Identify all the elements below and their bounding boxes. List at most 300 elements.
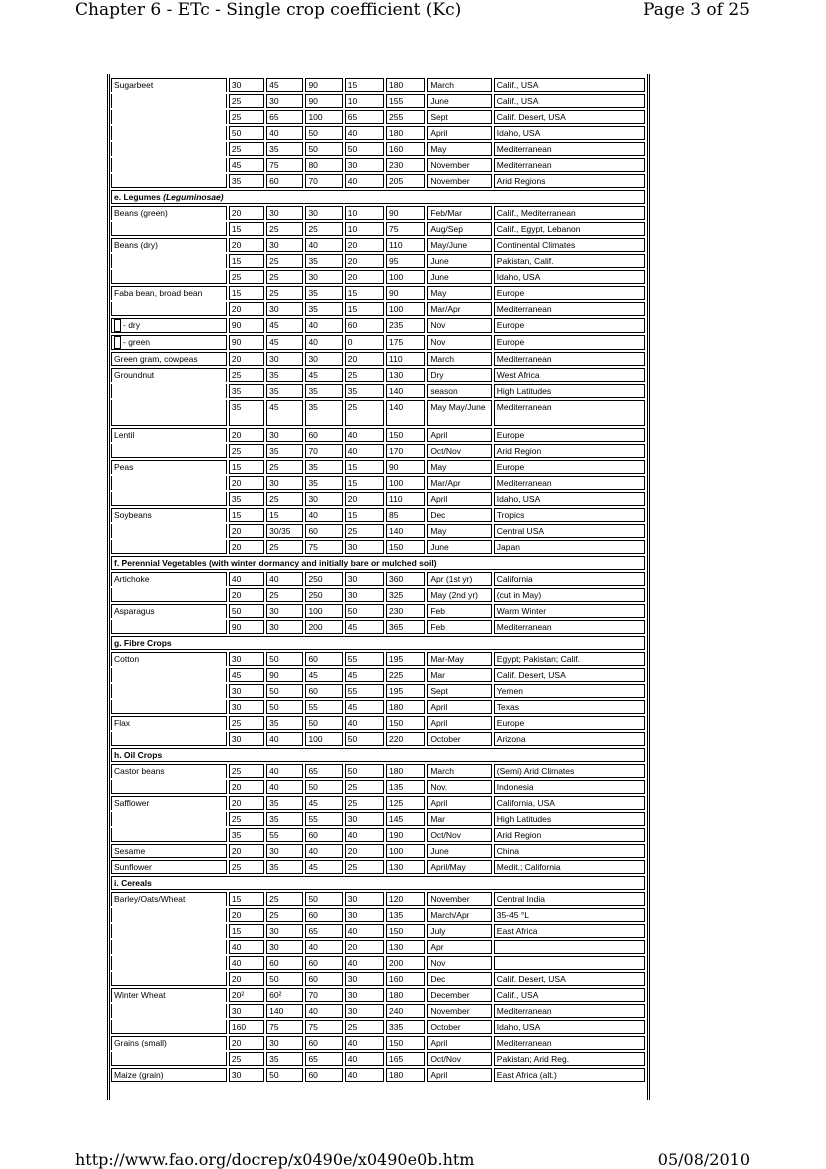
stage-late-cell bbox=[345, 444, 384, 458]
stage-late-cell bbox=[345, 238, 384, 252]
table-row bbox=[111, 1068, 645, 1082]
plant-date-cell bbox=[427, 812, 491, 826]
cell-value: 60 bbox=[308, 1070, 318, 1080]
table-row bbox=[111, 368, 645, 382]
stage-late-cell bbox=[345, 384, 384, 398]
stage-init-cell bbox=[229, 142, 264, 156]
stage-late-cell bbox=[345, 508, 384, 522]
plant-date-cell bbox=[427, 126, 491, 140]
section-heading bbox=[111, 876, 645, 890]
crop-name-cell bbox=[111, 94, 227, 108]
cell-value: 140 bbox=[389, 526, 404, 536]
cell-value: November bbox=[430, 894, 470, 904]
cell-value: 20 bbox=[231, 354, 242, 364]
cell-value: 35 bbox=[308, 256, 318, 266]
cell-value: 35 bbox=[269, 446, 279, 456]
cell-value: 20 bbox=[231, 974, 242, 984]
cell-value: 20 bbox=[347, 240, 358, 250]
stage-late-cell bbox=[345, 604, 384, 618]
crop-name-cell bbox=[111, 972, 227, 986]
plant-date-cell bbox=[427, 668, 491, 682]
cell-value: March/Apr bbox=[430, 910, 470, 920]
section-heading-text: h. Oil Crops bbox=[114, 750, 163, 760]
cell-value: 40 bbox=[308, 320, 318, 330]
cell-value: April bbox=[430, 1038, 448, 1048]
cell-value: 20 bbox=[231, 1038, 242, 1048]
cell-value: 45 bbox=[269, 402, 279, 412]
cell-value: 50 bbox=[347, 606, 358, 616]
plant-date-cell bbox=[427, 1068, 491, 1082]
stage-init-cell bbox=[229, 302, 264, 316]
cell-value: 30 bbox=[269, 942, 279, 952]
stage-mid-cell bbox=[305, 476, 342, 490]
total-days-cell bbox=[386, 860, 425, 874]
cell-value: 120 bbox=[389, 894, 404, 904]
cell-value: 75 bbox=[269, 1022, 279, 1032]
crop-name: Sugarbeet bbox=[114, 80, 154, 90]
total-days-cell bbox=[386, 620, 425, 634]
cell-value: 15 bbox=[231, 510, 242, 520]
table-row bbox=[111, 1004, 645, 1018]
plant-date-cell bbox=[494, 908, 645, 922]
cell-value: 50 bbox=[231, 606, 242, 616]
plant-date-cell bbox=[427, 908, 491, 922]
stage-dev-cell bbox=[266, 302, 303, 316]
plant-date-cell bbox=[427, 700, 491, 714]
table-row bbox=[111, 126, 645, 140]
crop-name: Sesame bbox=[114, 846, 146, 856]
cell-value: 150 bbox=[389, 1038, 404, 1048]
stage-dev-cell bbox=[266, 142, 303, 156]
plant-date-cell bbox=[427, 286, 491, 300]
stage-late-cell bbox=[345, 110, 384, 124]
crop-name-cell bbox=[111, 318, 227, 333]
total-days-cell bbox=[386, 700, 425, 714]
crop-name-cell bbox=[111, 540, 227, 554]
cell-value: 240 bbox=[389, 1006, 404, 1016]
stage-mid-cell bbox=[305, 988, 342, 1002]
stage-init-cell bbox=[229, 318, 264, 333]
cell-value: 25 bbox=[269, 542, 279, 552]
cell-value: April bbox=[430, 798, 448, 808]
stage-dev-cell bbox=[266, 828, 303, 842]
cell-value: 70 bbox=[308, 176, 318, 186]
cell-value: 30 bbox=[347, 542, 358, 552]
cell-value: Mediterranean bbox=[496, 354, 552, 364]
stage-dev-cell bbox=[266, 604, 303, 618]
cell-value: (cut in May) bbox=[496, 590, 542, 600]
cell-value: May/June bbox=[430, 240, 468, 250]
total-days-cell bbox=[386, 924, 425, 938]
plant-date-cell bbox=[494, 444, 645, 458]
crop-name: Soybeans bbox=[114, 510, 152, 520]
page-number: Page 3 of 25 bbox=[643, 0, 750, 20]
crop-name-cell bbox=[111, 604, 227, 618]
cell-value: 40 bbox=[231, 942, 242, 952]
cell-value: Europe bbox=[496, 462, 525, 472]
total-days-cell bbox=[386, 94, 425, 108]
stage-late-cell bbox=[345, 620, 384, 634]
cell-value: 145 bbox=[389, 814, 404, 824]
crop-table bbox=[109, 76, 647, 1084]
stage-late-cell bbox=[345, 572, 384, 586]
crop-name-cell bbox=[111, 780, 227, 794]
cell-value: 60 bbox=[308, 910, 318, 920]
cell-value: 65 bbox=[308, 926, 318, 936]
cell-value: 20 bbox=[347, 494, 358, 504]
cell-value: 50 bbox=[269, 686, 279, 696]
cell-value: 40 bbox=[347, 1054, 358, 1064]
cell-value: 40 bbox=[347, 176, 358, 186]
cell-value: 25 bbox=[231, 766, 242, 776]
table-row bbox=[111, 508, 645, 522]
cell-value: 30 bbox=[347, 990, 358, 1000]
total-days-cell bbox=[386, 796, 425, 810]
cell-value: 150 bbox=[389, 542, 404, 552]
cell-value: Calif. Desert, USA bbox=[496, 112, 566, 122]
cell-value: 25 bbox=[347, 526, 358, 536]
cell-value: Indonesia bbox=[496, 782, 534, 792]
plant-date-cell bbox=[427, 940, 491, 954]
plant-date-cell bbox=[494, 352, 645, 366]
table-row bbox=[111, 400, 645, 426]
stage-dev-cell bbox=[266, 428, 303, 442]
stage-late-cell bbox=[345, 335, 384, 350]
cell-value: 35 bbox=[308, 478, 318, 488]
cell-value: Mar/Apr bbox=[430, 478, 461, 488]
plant-date-cell bbox=[494, 1004, 645, 1018]
cell-value: 15 bbox=[231, 894, 242, 904]
cell-value: 20 bbox=[231, 846, 242, 856]
stage-init-cell bbox=[229, 286, 264, 300]
stage-init-cell bbox=[229, 620, 264, 634]
total-days-cell bbox=[386, 368, 425, 382]
stage-init-cell bbox=[229, 972, 264, 986]
cell-value: 25 bbox=[269, 272, 279, 282]
cell-value: 30 bbox=[231, 686, 242, 696]
crop-name: Grains (small) bbox=[114, 1038, 167, 1048]
cell-value: 100 bbox=[389, 304, 404, 314]
plant-date-cell bbox=[494, 1036, 645, 1050]
cell-value: 45 bbox=[269, 320, 279, 330]
plant-date-cell bbox=[427, 508, 491, 522]
cell-value: 60 bbox=[308, 686, 318, 696]
cell-value: 35 bbox=[269, 386, 279, 396]
plant-date-cell bbox=[494, 254, 645, 268]
stage-dev-cell bbox=[266, 476, 303, 490]
stage-init-cell bbox=[229, 940, 264, 954]
plant-date-cell bbox=[494, 174, 645, 188]
stage-mid-cell bbox=[305, 492, 342, 506]
plant-date-cell bbox=[427, 716, 491, 730]
crop-name-cell bbox=[111, 588, 227, 602]
cell-value: 0 bbox=[347, 337, 353, 347]
plant-date-cell bbox=[427, 492, 491, 506]
stage-mid-cell bbox=[305, 588, 342, 602]
cell-value: 20 bbox=[347, 272, 358, 282]
table-row bbox=[111, 318, 645, 333]
crop-name: Peas bbox=[114, 462, 134, 472]
stage-late-cell bbox=[345, 700, 384, 714]
total-days-cell bbox=[386, 780, 425, 794]
table-row bbox=[111, 94, 645, 108]
cell-value: 200 bbox=[389, 958, 404, 968]
total-days-cell bbox=[386, 572, 425, 586]
crop-name: Sunflower bbox=[114, 862, 152, 872]
stage-init-cell bbox=[229, 1052, 264, 1066]
cell-value: 70 bbox=[308, 446, 318, 456]
total-days-cell bbox=[386, 302, 425, 316]
cell-value: 95 bbox=[389, 256, 399, 266]
stage-late-cell bbox=[345, 318, 384, 333]
table-row bbox=[111, 270, 645, 284]
plant-date-cell bbox=[427, 780, 491, 794]
crop-name: Cotton bbox=[114, 654, 140, 664]
stage-mid-cell bbox=[305, 700, 342, 714]
stage-mid-cell bbox=[305, 1020, 342, 1034]
cell-value: Idaho, USA bbox=[496, 1022, 541, 1032]
stage-mid-cell bbox=[305, 158, 342, 172]
cell-value: 30 bbox=[347, 894, 358, 904]
total-days-cell bbox=[386, 110, 425, 124]
crop-name: - green bbox=[123, 337, 150, 347]
stage-init-cell bbox=[229, 716, 264, 730]
table-row bbox=[111, 1036, 645, 1050]
plant-date-cell bbox=[427, 110, 491, 124]
cell-value: Idaho, USA bbox=[496, 272, 541, 282]
cell-value: 195 bbox=[389, 686, 404, 696]
stage-dev-cell bbox=[266, 764, 303, 778]
stage-late-cell bbox=[345, 668, 384, 682]
cell-value: High Latitudes bbox=[496, 386, 552, 396]
total-days-cell bbox=[386, 400, 425, 426]
cell-value: 35 bbox=[231, 386, 242, 396]
cell-value: 40 bbox=[347, 446, 358, 456]
cell-value: Feb/Mar bbox=[430, 208, 462, 218]
source-url[interactable]: http://www.fao.org/docrep/x0490e/x0490e0b.htm bbox=[75, 1150, 475, 1169]
cell-value: Calif., USA bbox=[496, 990, 539, 1000]
cell-value: 20 bbox=[231, 430, 242, 440]
stage-dev-cell bbox=[266, 572, 303, 586]
cell-value: 125 bbox=[389, 798, 404, 808]
table-row bbox=[111, 860, 645, 874]
cell-value: Arid Region bbox=[496, 830, 542, 840]
total-days-cell bbox=[386, 956, 425, 970]
crop-name: Beans (green) bbox=[114, 208, 168, 218]
cell-value: 10 bbox=[347, 96, 358, 106]
plant-date-cell bbox=[427, 956, 491, 970]
cell-value: March bbox=[430, 354, 454, 364]
stage-late-cell bbox=[345, 222, 384, 236]
cell-value: Mar bbox=[430, 670, 445, 680]
stage-dev-cell bbox=[266, 780, 303, 794]
cell-value: Mar/Apr bbox=[430, 304, 461, 314]
table-row bbox=[111, 206, 645, 220]
stage-late-cell bbox=[345, 988, 384, 1002]
cell-value: Calif. Desert, USA bbox=[496, 670, 566, 680]
stage-mid-cell bbox=[305, 812, 342, 826]
total-days-cell bbox=[386, 238, 425, 252]
plant-date-cell bbox=[494, 828, 645, 842]
cell-value: 75 bbox=[308, 1022, 318, 1032]
table-row bbox=[111, 572, 645, 586]
cell-value: Mar-May bbox=[430, 654, 464, 664]
cell-value: 25 bbox=[269, 494, 279, 504]
cell-value: Europe bbox=[496, 288, 525, 298]
plant-date-cell bbox=[427, 1020, 491, 1034]
plant-date-cell bbox=[427, 540, 491, 554]
table-row bbox=[111, 158, 645, 172]
cell-value: April bbox=[430, 430, 448, 440]
cell-value: Arid Regions bbox=[496, 176, 546, 186]
plant-date-cell bbox=[494, 988, 645, 1002]
cell-value: 35 bbox=[308, 462, 318, 472]
stage-late-cell bbox=[345, 540, 384, 554]
plant-date-cell bbox=[427, 572, 491, 586]
cell-value: 40 bbox=[308, 337, 318, 347]
stage-init-cell bbox=[229, 94, 264, 108]
crop-name-cell bbox=[111, 460, 227, 474]
cell-value: 25 bbox=[347, 1022, 358, 1032]
stage-init-cell bbox=[229, 652, 264, 666]
plant-date-cell bbox=[494, 400, 645, 426]
stage-late-cell bbox=[345, 652, 384, 666]
stage-mid-cell bbox=[305, 540, 342, 554]
plant-date-cell bbox=[494, 780, 645, 794]
total-days-cell bbox=[386, 270, 425, 284]
table-row bbox=[111, 780, 645, 794]
cell-value: 130 bbox=[389, 370, 404, 380]
cell-value: Mediterranean bbox=[496, 402, 552, 412]
plant-date-cell bbox=[427, 254, 491, 268]
cell-value: 25 bbox=[269, 894, 279, 904]
stage-late-cell bbox=[345, 126, 384, 140]
section-heading-text: i. Cereals bbox=[114, 878, 152, 888]
crop-name-cell bbox=[111, 1052, 227, 1066]
cell-value: April bbox=[430, 128, 448, 138]
plant-date-cell bbox=[427, 142, 491, 156]
cell-value: 160 bbox=[231, 1022, 247, 1032]
cell-value: 30 bbox=[269, 846, 279, 856]
stage-init-cell bbox=[229, 524, 264, 538]
stage-init-cell bbox=[229, 668, 264, 682]
cell-value: 60 bbox=[308, 526, 318, 536]
stage-init-cell bbox=[229, 700, 264, 714]
stage-late-cell bbox=[345, 908, 384, 922]
cell-value: East Africa (alt.) bbox=[496, 1070, 557, 1080]
cell-value: 25 bbox=[269, 910, 279, 920]
total-days-cell bbox=[386, 78, 425, 92]
cell-value: Continental Climates bbox=[496, 240, 576, 250]
stage-dev-cell bbox=[266, 892, 303, 906]
cell-value: 60 bbox=[308, 430, 318, 440]
crop-name-cell bbox=[111, 652, 227, 666]
cell-value: Calif., USA bbox=[496, 80, 539, 90]
plant-date-cell bbox=[494, 572, 645, 586]
cell-value: California bbox=[496, 574, 533, 584]
stage-dev-cell bbox=[266, 1020, 303, 1034]
cell-value: 40 bbox=[347, 1070, 358, 1080]
cell-value: 100 bbox=[389, 272, 404, 282]
crop-name-cell bbox=[111, 286, 227, 300]
cell-value: 25 bbox=[231, 144, 242, 154]
table-row bbox=[111, 460, 645, 474]
cell-value: Feb bbox=[430, 622, 445, 632]
stage-init-cell bbox=[229, 126, 264, 140]
stage-mid-cell bbox=[305, 368, 342, 382]
cell-value: 30 bbox=[269, 926, 279, 936]
stage-init-cell bbox=[229, 335, 264, 350]
stage-init-cell bbox=[229, 206, 264, 220]
stage-init-cell bbox=[229, 1036, 264, 1050]
plant-date-cell bbox=[427, 620, 491, 634]
stage-late-cell bbox=[345, 796, 384, 810]
stage-dev-cell bbox=[266, 286, 303, 300]
plant-date-cell bbox=[494, 796, 645, 810]
crop-name-cell bbox=[111, 222, 227, 236]
cell-value: 110 bbox=[389, 354, 403, 364]
table-row bbox=[111, 892, 645, 906]
plant-date-cell bbox=[427, 270, 491, 284]
stage-dev-cell bbox=[266, 988, 303, 1002]
cell-value: Mediterranean bbox=[496, 622, 552, 632]
cell-value: 250 bbox=[308, 574, 323, 584]
cell-value: 20 bbox=[231, 798, 242, 808]
cell-value: April bbox=[430, 718, 448, 728]
stage-dev-cell bbox=[266, 732, 303, 746]
stage-init-cell bbox=[229, 604, 264, 618]
stage-mid-cell bbox=[305, 206, 342, 220]
stage-dev-cell bbox=[266, 270, 303, 284]
cell-value: Europe bbox=[496, 337, 525, 347]
section-row bbox=[111, 556, 645, 570]
cell-value: 30 bbox=[269, 96, 279, 106]
cell-value: 40 bbox=[347, 718, 358, 728]
cell-value: 10 bbox=[347, 208, 358, 218]
cell-value: Warm Winter bbox=[496, 606, 547, 616]
cell-value: Aug/Sep bbox=[430, 224, 463, 234]
cell-value: Arid Region bbox=[496, 446, 542, 456]
stage-late-cell bbox=[345, 828, 384, 842]
crop-name-cell bbox=[111, 892, 227, 906]
stage-dev-cell bbox=[266, 796, 303, 810]
stage-mid-cell bbox=[305, 764, 342, 778]
table-row bbox=[111, 972, 645, 986]
stage-mid-cell bbox=[305, 668, 342, 682]
stage-mid-cell bbox=[305, 1052, 342, 1066]
cell-value: 50 bbox=[269, 702, 279, 712]
plant-date-cell bbox=[427, 78, 491, 92]
cell-value: 40 bbox=[269, 766, 279, 776]
stage-mid-cell bbox=[305, 460, 342, 474]
plant-date-cell bbox=[427, 384, 491, 398]
cell-value: 45 bbox=[308, 798, 318, 808]
cell-value: 325 bbox=[389, 590, 404, 600]
stage-mid-cell bbox=[305, 684, 342, 698]
cell-value: 160 bbox=[389, 144, 404, 154]
cell-value: 45 bbox=[308, 670, 318, 680]
cell-value: 30 bbox=[231, 702, 242, 712]
cell-value: 50 bbox=[308, 718, 318, 728]
cell-value: 100 bbox=[389, 478, 404, 488]
crop-name-cell bbox=[111, 476, 227, 490]
chapter-title: Chapter 6 - ETc - Single crop coefficient (Kc) bbox=[75, 0, 462, 20]
stage-mid-cell bbox=[305, 444, 342, 458]
cell-value: 100 bbox=[308, 112, 323, 122]
table-border-right-inner bbox=[647, 74, 648, 1100]
stage-dev-cell bbox=[266, 1052, 303, 1066]
stage-late-cell bbox=[345, 732, 384, 746]
